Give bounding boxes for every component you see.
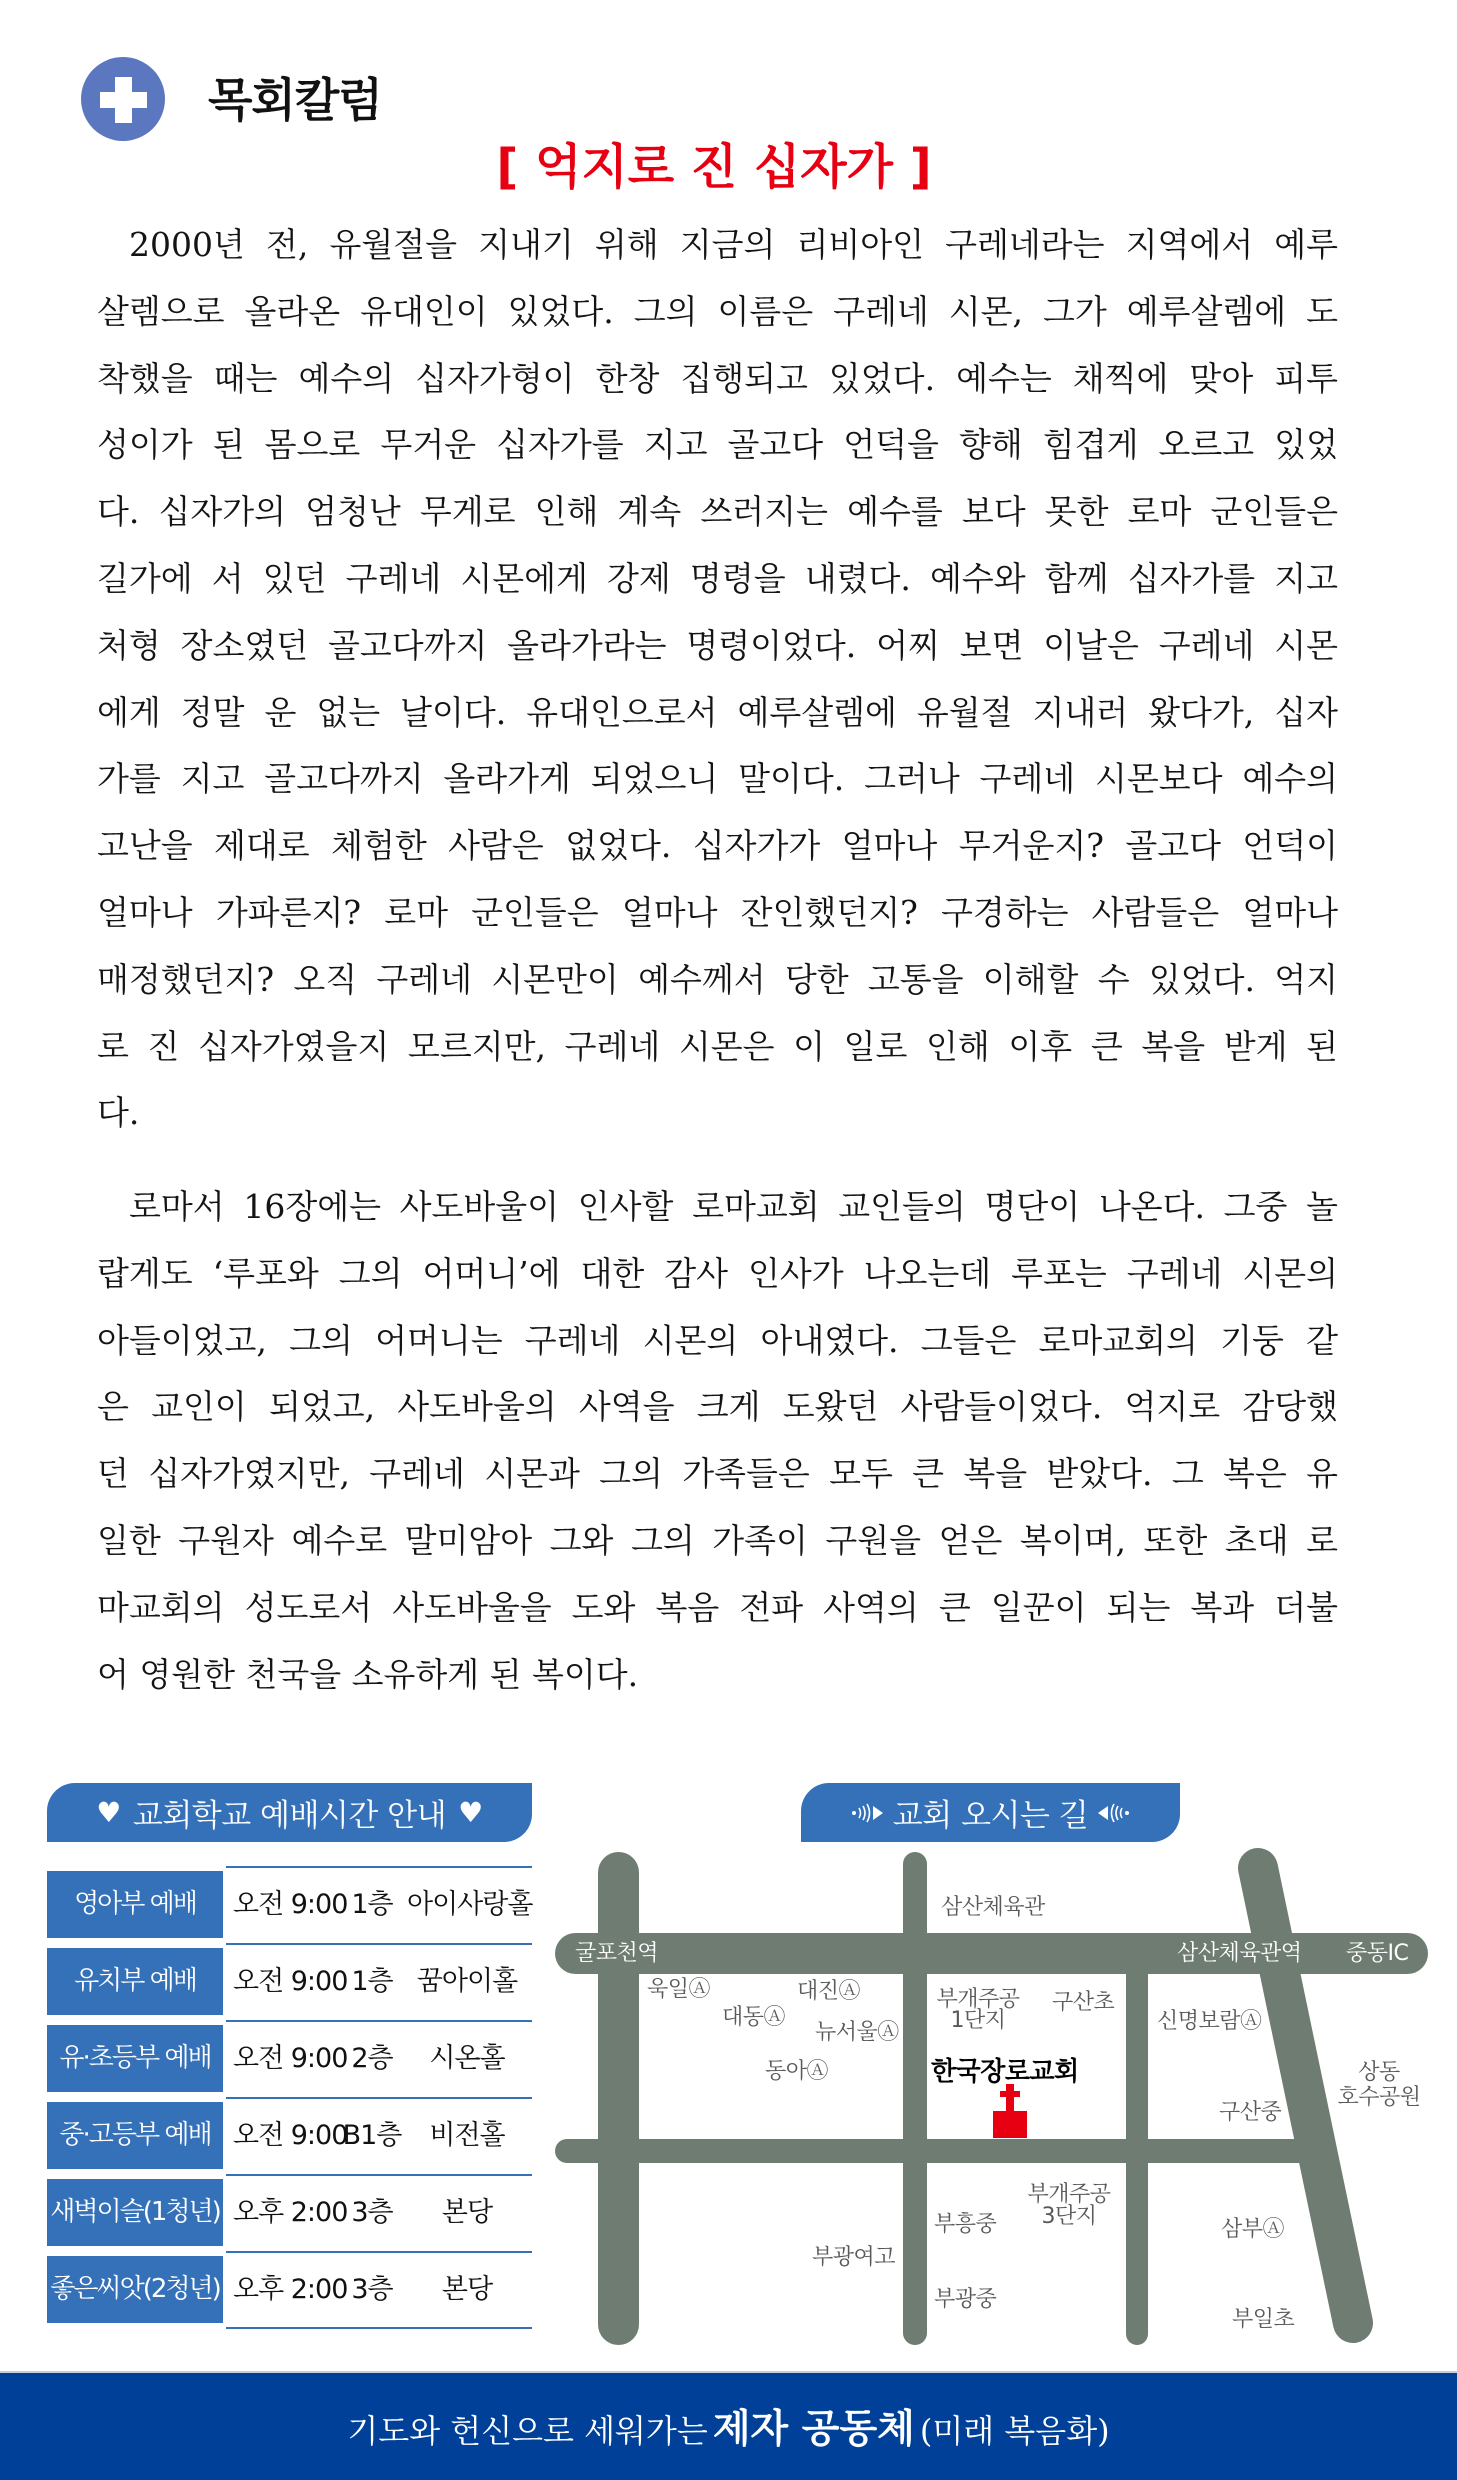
service-time: 오전 9:00 (233, 1889, 348, 1920)
motto-emphasis: 제자 공동체 (712, 2406, 915, 2452)
service-floor: B1층 (342, 2120, 402, 2151)
landmark-line: 1단지 (950, 2008, 1006, 2033)
landmark-label (1334, 2060, 1424, 2110)
text-line: 매정했던지? 오직 구레네 시몬만이 예수께서 당한 고통을 이해할 수 있었다. 억지 (97, 959, 1338, 999)
text-line: 길가에 서 있던 구레네 시몬에게 강제 명령을 내렸다. 예수와 함께 십자가를 지고 (97, 558, 1338, 598)
landmark-label: 동아Ⓐ (765, 2059, 829, 2084)
service-place: 아이사랑홀 (407, 1889, 533, 1920)
text-line: 다. 십자가의 엄청난 무게로 인해 계속 쓰러지는 예수를 보다 못한 로마 군인들은 (97, 492, 1338, 532)
table-row (47, 1943, 532, 2020)
service-time: 오전 9:00 (233, 2120, 348, 2151)
plus-cross-icon (81, 57, 165, 141)
landmark-label: 삼부Ⓐ (1221, 2217, 1285, 2242)
text-line: 2000년 전, 유월절을 지내기 위해 지금의 리비아인 구레네라는 지역에서 예루 (129, 225, 1338, 264)
landmark-label: 부일초 (1232, 2307, 1295, 2332)
schedule-title: 교회학교 예배시간 안내 (132, 1798, 447, 1834)
church-cross-icon (993, 2084, 1027, 2138)
text-line: 은 교인이 되었고, 사도바울의 사역을 크게 도왔던 사람들이었다. 억지로 감당했 (97, 1387, 1338, 1427)
text-line: 일한 구원자 예수로 말미암아 그와 그의 가족이 구원을 얻은 복이며, 또한 초대 로 (97, 1520, 1338, 1560)
road-label: 굴포천역 (575, 1941, 659, 1966)
text-line: 로마서 16장에는 사도바울이 인사할 로마교회 교인들의 명단이 나온다. 그중 놀 (129, 1187, 1338, 1226)
service-time: 오후 2:00 (233, 2197, 348, 2228)
schedule-header (47, 1783, 532, 1842)
landmark-label: 뉴서울Ⓐ (815, 2020, 899, 2045)
landmark-label: 구산초 (1052, 1990, 1115, 2015)
row-divider (226, 1866, 532, 1868)
road-label: 중동IC (1346, 1941, 1409, 1966)
service-time: 오후 2:00 (233, 2274, 348, 2305)
landmark-line: 부개주공 (936, 1987, 1020, 2012)
text-line: 성이가 된 몸으로 무거운 십자가를 지고 골고다 언덕을 향해 힘겹게 오르고 있었 (97, 425, 1338, 465)
text-line: 로 진 십자가였을지 모르지만, 구레네 시몬은 이 일로 인해 이후 큰 복을 받게 된 (97, 1026, 1338, 1066)
service-place: 시온홀 (429, 2043, 505, 2074)
service-time: 오전 9:00 (233, 1966, 348, 1997)
motto-suffix: (미래 복음화) (919, 2412, 1110, 2450)
landmark-label: 부흥중 (934, 2212, 997, 2237)
text-line: 던 십자가였지만, 구레네 시몬과 그의 가족들은 모두 큰 복을 받았다. 그 복은 유 (97, 1454, 1338, 1494)
table-row (47, 2097, 532, 2174)
landmark-label: 삼산체육관 (941, 1895, 1045, 1920)
cross-horizontal-bar (100, 92, 147, 108)
service-place: 비전홀 (429, 2120, 505, 2151)
text-line: 아들이었고, 그의 어머니는 구레네 시몬의 아내였다. 그들은 로마교회의 기둥 같 (97, 1320, 1338, 1360)
sound-wave-arrow-icon (851, 1801, 885, 1825)
road-label: 삼산체육관역 (1177, 1941, 1302, 1966)
landmark-label: 부광여고 (812, 2245, 896, 2270)
service-floor: 1층 (351, 1889, 393, 1920)
landmark-line: 상동 (1358, 2060, 1400, 2085)
service-floor: 3층 (351, 2274, 393, 2305)
service-place: 본당 (441, 2274, 493, 2305)
row-divider (226, 2251, 532, 2253)
text-line: 에게 정말 운 없는 날이다. 유대인으로서 예루살렘에 유월절 지내러 왔다가, 십자 (97, 692, 1338, 732)
service-time: 오전 9:00 (233, 2043, 348, 2074)
text-line: 마교회의 성도로서 사도바울을 도와 복음 전파 사역의 큰 일꾼이 되는 복과 더불 (97, 1587, 1338, 1627)
service-place: 본당 (441, 2197, 493, 2228)
landmark-label: 구산중 (1219, 2100, 1282, 2125)
landmark-line: 부개주공 (1027, 2182, 1111, 2207)
landmark-line: 3단지 (1041, 2204, 1097, 2229)
dept-label: 유치부 예배 (47, 1948, 223, 2015)
text-line: 랍게도 ‘루포와 그의 어머니’에 대한 감사 인사가 나오는데 루포는 구레네 시몬의 (97, 1253, 1338, 1293)
landmark-label: 욱일Ⓐ (647, 1977, 711, 2002)
directions-title: 교회 오시는 길 (892, 1798, 1089, 1834)
dept-label: 유·초등부 예배 (47, 2025, 223, 2092)
row-divider (226, 2020, 532, 2022)
row-divider (226, 2097, 532, 2099)
text-line: 얼마나 가파른지? 로마 군인들은 얼마나 잔인했던지? 구경하는 사람들은 얼마나 (97, 892, 1338, 932)
table-bottom-rule (226, 2327, 532, 2329)
article-paragraph-1 (97, 212, 1338, 1147)
service-floor: 2층 (351, 2043, 393, 2074)
sound-wave-arrow-icon (1096, 1801, 1130, 1825)
section-title: 목회칼럼 (208, 73, 382, 127)
table-row (47, 2174, 532, 2251)
text-line: 가를 지고 골고다까지 올라가게 되었으니 말이다. 그러나 구레네 시몬보다 예수의 (97, 759, 1338, 799)
article-paragraph-2 (97, 1174, 1338, 1708)
service-floor: 1층 (351, 1966, 393, 1997)
footer-banner (0, 2371, 1457, 2480)
heart-icon: ♥ (96, 1795, 121, 1829)
text-line: 처형 장소였던 골고다까지 올라가라는 명령이었다. 어찌 보면 이날은 구레네 시몬 (97, 625, 1338, 665)
dept-label: 새벽이슬(1청년) (47, 2179, 223, 2246)
landmark-line: 호수공원 (1337, 2085, 1421, 2110)
service-floor: 3층 (351, 2197, 393, 2228)
text-line: 어 영원한 천국을 소유하게 된 복이다. (97, 1654, 639, 1694)
dept-label: 중·고등부 예배 (47, 2102, 223, 2169)
schedule-table (47, 1866, 532, 2329)
text-line: 다. (97, 1093, 140, 1133)
landmark-label: 대진Ⓐ (797, 1979, 861, 2004)
landmark-label (935, 1989, 1021, 2031)
dept-label: 영아부 예배 (47, 1871, 223, 1938)
dept-label: 좋은씨앗(2청년) (47, 2256, 223, 2323)
heart-icon: ♥ (458, 1795, 483, 1829)
service-place: 꿈아이홀 (416, 1966, 518, 1997)
table-row (47, 2020, 532, 2097)
landmark-label: 신명보람Ⓐ (1157, 2009, 1262, 2034)
motto-prefix: 기도와 헌신으로 세워가는 (347, 2412, 708, 2450)
text-line: 살렘으로 올라온 유대인이 있었다. 그의 이름은 구레네 시몬, 그가 예루살렘에 도 (97, 291, 1338, 331)
table-row (47, 2251, 532, 2328)
landmark-label (1026, 2184, 1112, 2228)
church-name-label: 한국장로교회 (931, 2057, 1079, 2087)
table-row (47, 1866, 532, 1943)
row-divider (226, 2174, 532, 2176)
landmark-label: 대동Ⓐ (722, 2005, 786, 2030)
text-line: 착했을 때는 예수의 십자가형이 한창 집행되고 있었다. 예수는 채찍에 맞아 피투 (97, 358, 1338, 398)
article-title: [ 억지로 진 십자가 ] (496, 139, 932, 195)
directions-header (801, 1783, 1180, 1842)
row-divider (226, 1943, 532, 1945)
text-line: 고난을 제대로 체험한 사람은 없었다. 십자가가 얼마나 무거운지? 골고다 언덕이 (97, 826, 1338, 866)
landmark-label: 부광중 (934, 2287, 997, 2312)
